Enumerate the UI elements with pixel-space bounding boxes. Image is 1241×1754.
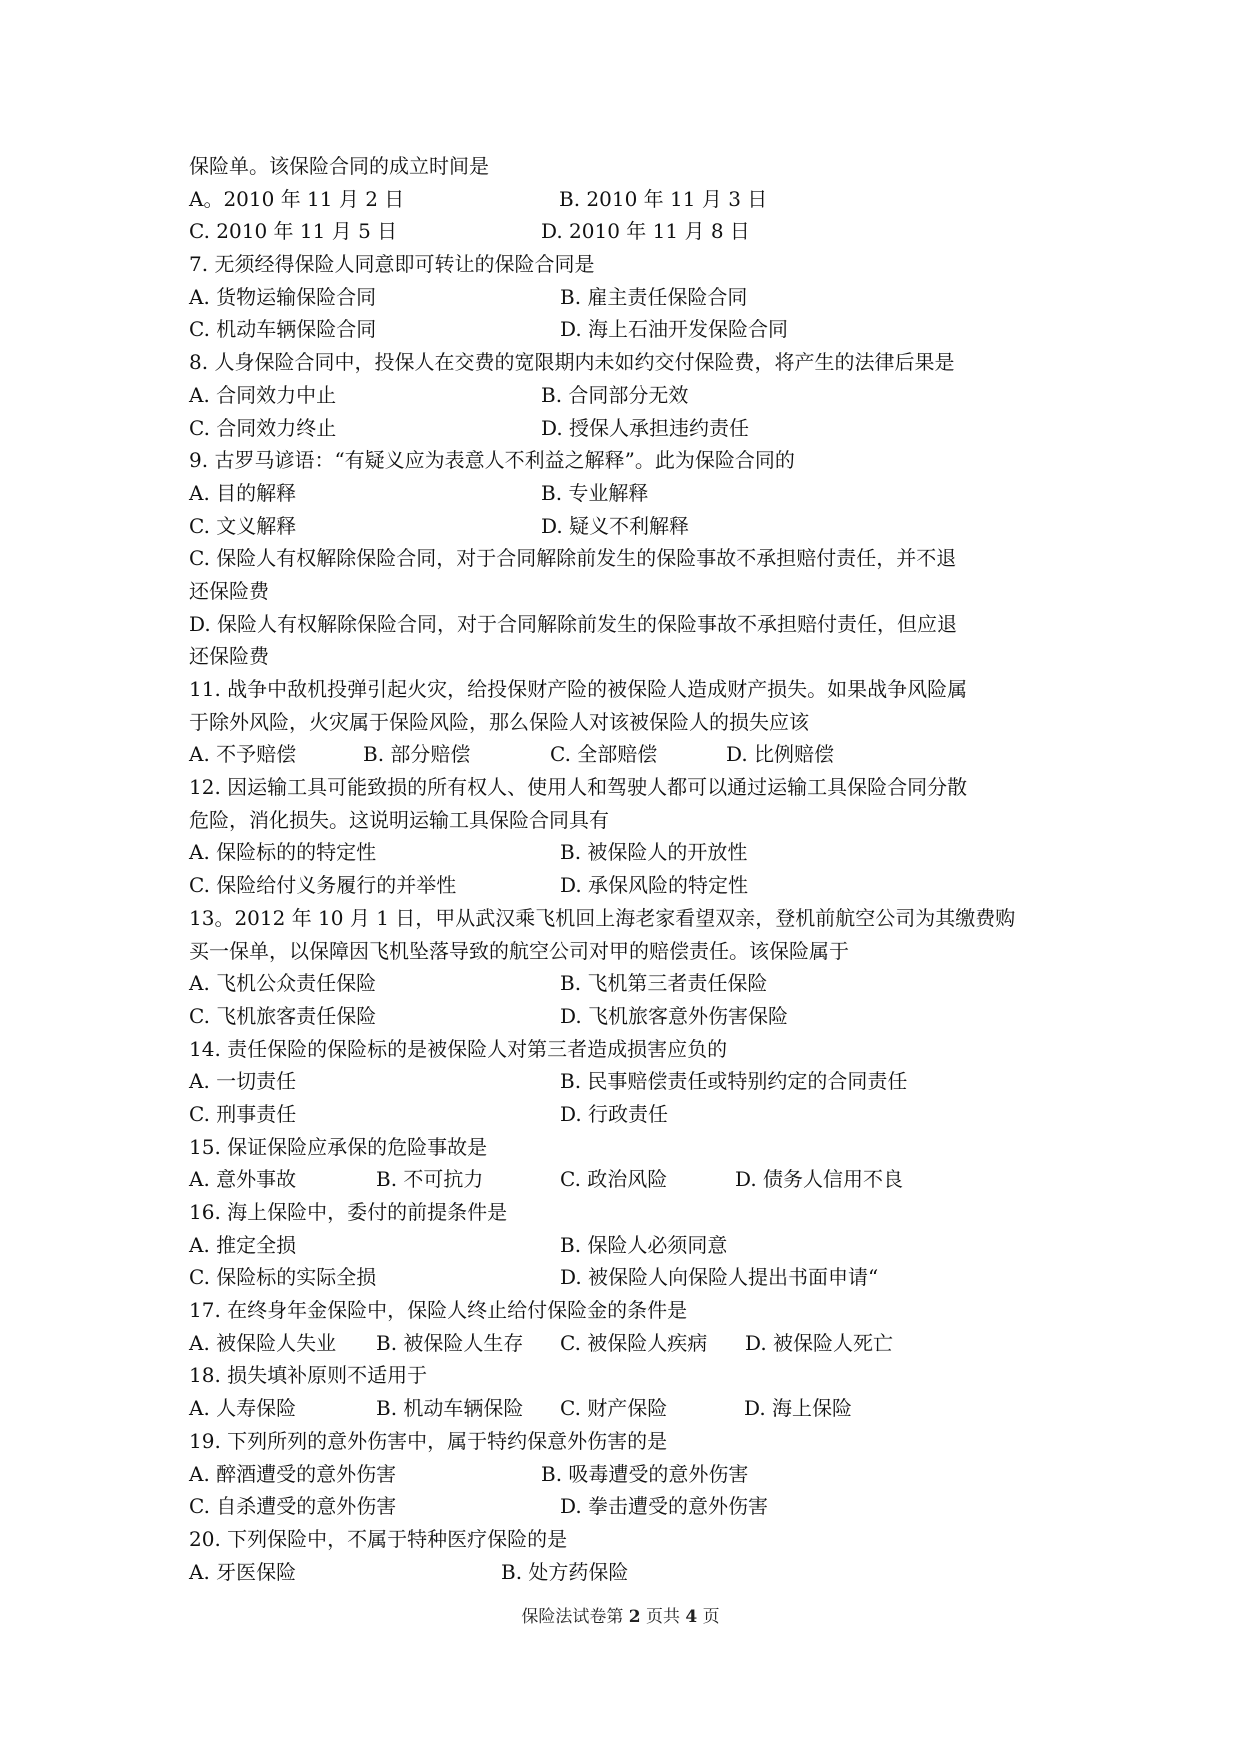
option-row	[189, 1261, 1069, 1294]
option-text: B. 机动车辆保险	[376, 1396, 524, 1421]
question-line	[189, 640, 1069, 673]
question-line	[189, 1131, 1069, 1164]
option-text: A. 不予赔偿	[189, 742, 297, 767]
option-row	[189, 510, 1069, 543]
line-text: 19. 下列所列的意外伤害中，属于特约保意外伤害的是	[189, 1428, 668, 1453]
question-line	[189, 804, 1069, 837]
option-text: D. 债务人信用不良	[735, 1167, 904, 1192]
line-text: 7. 无须经得保险人同意即可转让的保险合同是	[189, 252, 595, 277]
option-text: A. 货物运输保险合同	[189, 284, 377, 309]
question-line	[189, 346, 1069, 379]
option-row	[189, 1327, 1069, 1360]
option-text: B. 2010 年 11 月 3 日	[559, 186, 768, 211]
option-text: D. 行政责任	[560, 1101, 669, 1126]
question-line	[189, 1425, 1069, 1458]
option-row	[189, 967, 1069, 1000]
option-row	[189, 477, 1069, 510]
question-line	[189, 935, 1069, 968]
option-row	[189, 1065, 1069, 1098]
line-text: 买一保单，以保障因飞机坠落导致的航空公司对甲的赔偿责任。该保险属于	[189, 938, 849, 963]
option-text: C. 机动车辆保险合同	[189, 317, 377, 342]
line-text: 12. 因运输工具可能致损的所有权人、使用人和驾驶人都可以通过运输工具保险合同分散	[189, 775, 968, 800]
option-text: C. 被保险人疾病	[560, 1330, 708, 1355]
option-text: B. 吸毒遭受的意外伤害	[541, 1461, 749, 1486]
option-text: B. 民事赔偿责任或特别约定的合同责任	[560, 1069, 908, 1094]
question-line	[189, 542, 1069, 575]
option-text: D. 2010 年 11 月 8 日	[541, 219, 750, 244]
option-row	[189, 1000, 1069, 1033]
option-text: C. 保险标的实际全损	[189, 1265, 377, 1290]
option-text: A. 目的解释	[189, 480, 297, 505]
question-body	[189, 150, 1069, 1588]
line-text: 8. 人身保险合同中，投保人在交费的宽限期内未如约交付保险费，将产生的法律后果是	[189, 350, 955, 375]
option-text: C. 合同效力终止	[189, 415, 337, 440]
option-row	[189, 1458, 1069, 1491]
option-row	[189, 1556, 1069, 1589]
option-row	[189, 281, 1069, 314]
option-text: D. 飞机旅客意外伤害保险	[560, 1003, 789, 1028]
option-text: C. 全部赔偿	[550, 742, 658, 767]
question-line	[189, 771, 1069, 804]
option-text: B. 被保险人生存	[376, 1330, 524, 1355]
line-text: C. 保险人有权解除保险合同，对于合同解除前发生的保险事故不承担赔付责任，并不退	[189, 546, 957, 571]
option-row	[189, 836, 1069, 869]
line-text: 17. 在终身年金保险中，保险人终止给付保险金的条件是	[189, 1298, 688, 1323]
line-text: 危险，消化损失。这说明运输工具保险合同具有	[189, 807, 609, 832]
question-line	[189, 1523, 1069, 1556]
option-text: C. 自杀遭受的意外伤害	[189, 1494, 397, 1519]
line-text: 还保险费	[189, 578, 269, 603]
option-text: D. 海上石油开发保险合同	[560, 317, 789, 342]
page-footer	[0, 1602, 1241, 1627]
option-text: A. 被保险人失业	[189, 1330, 337, 1355]
line-text: 于除外风险，火灾属于保险风险，那么保险人对该被保险人的损失应该	[189, 709, 809, 734]
option-text: B. 雇主责任保险合同	[560, 284, 748, 309]
option-text: C. 财产保险	[560, 1396, 668, 1421]
option-text: A. 人寿保险	[189, 1396, 297, 1421]
footer-middle: 页共	[640, 1607, 686, 1627]
option-text: D. 授保人承担违约责任	[541, 415, 750, 440]
option-text: C. 刑事责任	[189, 1101, 297, 1126]
question-line	[189, 1196, 1069, 1229]
option-text: D. 被保险人死亡	[745, 1330, 894, 1355]
footer-prefix: 保险法试卷第	[521, 1607, 629, 1627]
option-text: D. 比例赔偿	[726, 742, 835, 767]
option-row	[189, 313, 1069, 346]
question-line	[189, 1294, 1069, 1327]
option-row	[189, 412, 1069, 445]
option-text: D. 被保险人向保险人提出书面申请“	[560, 1265, 879, 1290]
option-row	[189, 1229, 1069, 1262]
option-row	[189, 1490, 1069, 1523]
line-text: 9. 古罗马谚语：“有疑义应为表意人不利益之解释”。此为保险合同的	[189, 448, 795, 473]
option-text: B. 处方药保险	[501, 1559, 629, 1584]
option-text: B. 保险人必须同意	[560, 1232, 728, 1257]
line-text: 14. 责任保险的保险标的是被保险人对第三者造成损害应负的	[189, 1036, 728, 1061]
option-text: D. 拳击遭受的意外伤害	[560, 1494, 769, 1519]
line-text: 还保险费	[189, 644, 269, 669]
option-row	[189, 215, 1069, 248]
option-text: A. 牙医保险	[189, 1559, 297, 1584]
question-line	[189, 575, 1069, 608]
question-line	[189, 150, 1069, 183]
question-line	[189, 1359, 1069, 1392]
line-text: 11. 战争中敌机投弹引起火灾，给投保财产险的被保险人造成财产损失。如果战争风险属	[189, 677, 968, 701]
line-text: 18. 损失填补原则不适用于	[189, 1363, 428, 1388]
line-text: 20. 下列保险中，不属于特种医疗保险的是	[189, 1526, 568, 1551]
option-text: A. 合同效力中止	[189, 382, 337, 407]
option-text: A. 意外事故	[189, 1167, 297, 1192]
option-row	[189, 1392, 1069, 1425]
option-text: A. 保险标的的特定性	[189, 840, 377, 865]
option-text: B. 专业解释	[541, 480, 649, 505]
option-row	[189, 1098, 1069, 1131]
option-row	[189, 379, 1069, 412]
question-line	[189, 444, 1069, 477]
option-row	[189, 183, 1069, 216]
option-text: B. 合同部分无效	[541, 382, 689, 407]
line-text: 15. 保证保险应承保的危险事故是	[189, 1134, 488, 1159]
line-text: 保险单。该保险合同的成立时间是	[189, 154, 489, 178]
option-text: B. 不可抗力	[376, 1167, 484, 1192]
option-text: D. 疑义不利解释	[541, 513, 690, 538]
option-text: C. 政治风险	[560, 1167, 668, 1192]
option-text: A. 醉酒遭受的意外伤害	[189, 1461, 397, 1486]
option-text: B. 被保险人的开放性	[560, 840, 748, 865]
question-line	[189, 902, 1069, 935]
question-line	[189, 248, 1069, 281]
option-text: C. 保险给付义务履行的并举性	[189, 873, 457, 898]
option-text: B. 飞机第三者责任保险	[560, 971, 768, 996]
option-row	[189, 738, 1069, 771]
question-line	[189, 608, 1069, 641]
question-line	[189, 1033, 1069, 1066]
option-text: D. 承保风险的特定性	[560, 873, 749, 898]
question-line	[189, 673, 1069, 706]
option-row	[189, 869, 1069, 902]
footer-suffix: 页	[697, 1607, 720, 1627]
option-text: A。2010 年 11 月 2 日	[189, 186, 405, 211]
option-text: A. 推定全损	[189, 1232, 297, 1257]
footer-total-pages: 4	[685, 1607, 698, 1627]
option-text: C. 飞机旅客责任保险	[189, 1003, 377, 1028]
line-text: D. 保险人有权解除保险合同，对于合同解除前发生的保险事故不承担赔付责任，但应退	[189, 611, 958, 636]
question-line	[189, 706, 1069, 739]
line-text: 16. 海上保险中，委付的前提条件是	[189, 1200, 508, 1224]
option-text: A. 一切责任	[189, 1069, 297, 1094]
option-text: D. 海上保险	[744, 1396, 853, 1421]
footer-page-number: 2	[628, 1607, 641, 1627]
option-text: A. 飞机公众责任保险	[189, 971, 377, 996]
option-row	[189, 1163, 1069, 1196]
line-text: 13。2012 年 10 月 1 日，甲从武汉乘飞机回上海老家看望双亲，登机前航空公司为其缴费购	[189, 905, 1016, 930]
option-text: C. 2010 年 11 月 5 日	[189, 219, 398, 244]
option-text: B. 部分赔偿	[363, 742, 471, 767]
option-text: C. 文义解释	[189, 513, 297, 538]
